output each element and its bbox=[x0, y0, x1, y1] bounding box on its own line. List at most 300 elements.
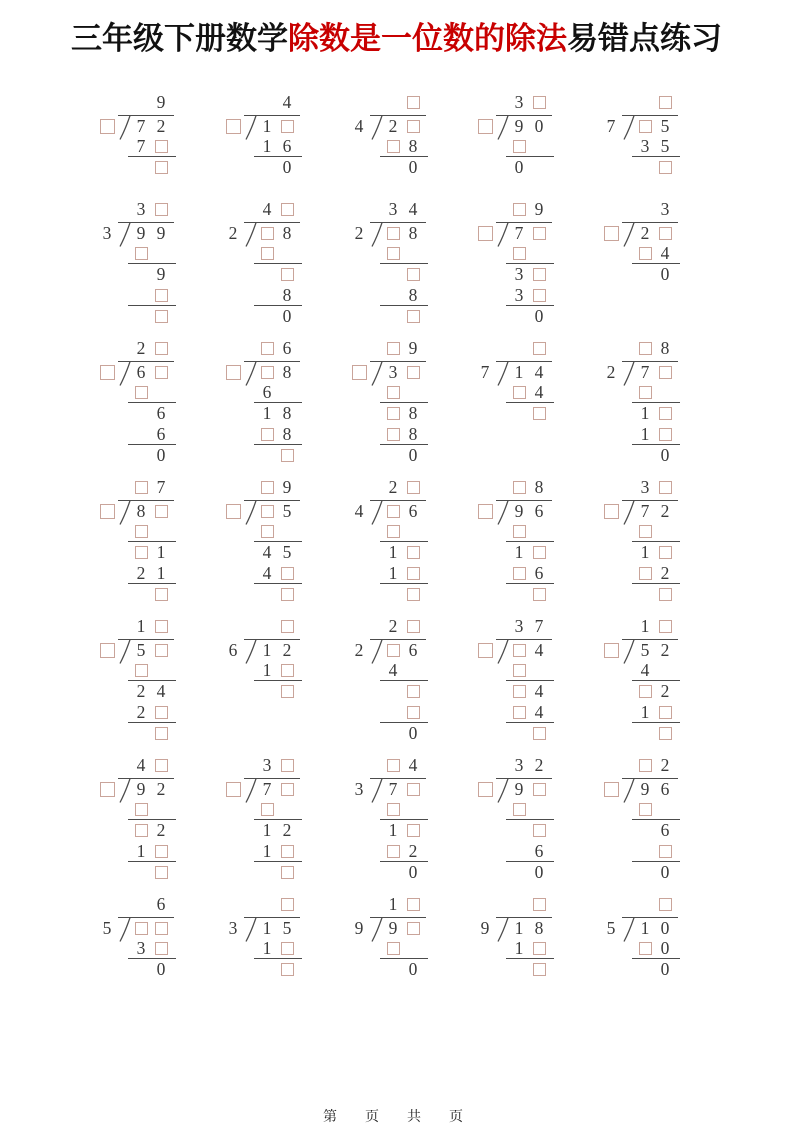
answer-box[interactable] bbox=[407, 706, 420, 719]
work-row bbox=[257, 403, 300, 424]
answer-box[interactable] bbox=[513, 664, 526, 677]
answer-box[interactable] bbox=[533, 268, 546, 281]
answer-box[interactable] bbox=[533, 942, 546, 955]
empty-cell bbox=[131, 895, 151, 917]
digit: 1 bbox=[514, 361, 524, 382]
dividend-row bbox=[622, 222, 678, 243]
problem-slot bbox=[349, 617, 475, 744]
empty-cell bbox=[257, 617, 277, 639]
answer-box[interactable] bbox=[135, 386, 148, 399]
answer-box[interactable] bbox=[281, 898, 294, 911]
answer-box[interactable] bbox=[155, 203, 168, 216]
work-row bbox=[257, 862, 300, 883]
work-row bbox=[128, 285, 176, 306]
answer-box[interactable] bbox=[659, 727, 672, 740]
empty-cell bbox=[509, 584, 529, 605]
empty-cell bbox=[151, 799, 171, 820]
answer-box[interactable] bbox=[352, 365, 367, 380]
answer-box[interactable] bbox=[407, 685, 420, 698]
box-cell bbox=[529, 820, 549, 841]
answer-box[interactable] bbox=[533, 588, 546, 601]
box-cell bbox=[151, 702, 171, 723]
answer-box[interactable] bbox=[387, 407, 400, 420]
answer-box[interactable] bbox=[478, 226, 493, 241]
digit: 2 bbox=[136, 562, 146, 583]
box-cell bbox=[403, 895, 423, 917]
work-row bbox=[128, 136, 176, 157]
answer-box[interactable] bbox=[135, 922, 148, 935]
answer-box[interactable] bbox=[135, 803, 148, 816]
answer-box[interactable] bbox=[387, 525, 400, 538]
answer-box[interactable] bbox=[155, 289, 168, 302]
answer-box[interactable] bbox=[639, 120, 652, 133]
box-cell bbox=[635, 938, 655, 959]
digit: 9 bbox=[480, 917, 490, 938]
dividend-row bbox=[118, 639, 174, 660]
digit: 6 bbox=[408, 639, 418, 660]
answer-box[interactable] bbox=[604, 782, 619, 797]
digit: 3 bbox=[640, 135, 650, 156]
digit: 5 bbox=[102, 917, 112, 938]
digit: 0 bbox=[660, 958, 670, 979]
dividend-row bbox=[244, 778, 300, 799]
answer-box[interactable] bbox=[135, 525, 148, 538]
answer-box[interactable] bbox=[387, 227, 400, 240]
work-row bbox=[506, 243, 554, 264]
answer-box[interactable] bbox=[639, 247, 652, 260]
answer-box[interactable] bbox=[639, 386, 652, 399]
answer-box[interactable] bbox=[135, 664, 148, 677]
digit: 2 bbox=[136, 701, 146, 722]
problem-slot bbox=[223, 617, 349, 702]
answer-box[interactable] bbox=[513, 567, 526, 580]
empty-cell bbox=[131, 306, 151, 327]
empty-cell bbox=[131, 424, 151, 445]
answer-box[interactable] bbox=[155, 366, 168, 379]
answer-box[interactable] bbox=[281, 783, 294, 796]
answer-box[interactable] bbox=[659, 898, 672, 911]
box-cell bbox=[601, 779, 621, 800]
answer-box[interactable] bbox=[533, 289, 546, 302]
box-cell bbox=[277, 959, 297, 980]
work-row bbox=[635, 862, 678, 883]
digit: 0 bbox=[660, 917, 670, 938]
answer-box[interactable] bbox=[135, 481, 148, 494]
empty-cell bbox=[635, 445, 655, 466]
answer-box[interactable] bbox=[281, 866, 294, 879]
answer-box[interactable] bbox=[261, 481, 274, 494]
answer-box[interactable] bbox=[659, 706, 672, 719]
box-cell bbox=[383, 243, 403, 264]
empty-cell bbox=[635, 841, 655, 862]
digit: 7 bbox=[640, 361, 650, 382]
box-cell bbox=[131, 918, 151, 939]
answer-box[interactable] bbox=[387, 247, 400, 260]
answer-box[interactable] bbox=[281, 268, 294, 281]
answer-box[interactable] bbox=[155, 620, 168, 633]
answer-box[interactable] bbox=[226, 365, 241, 380]
answer-box[interactable] bbox=[533, 342, 546, 355]
answer-box[interactable] bbox=[155, 759, 168, 772]
answer-box[interactable] bbox=[659, 407, 672, 420]
work-row bbox=[383, 723, 426, 744]
answer-box[interactable] bbox=[281, 942, 294, 955]
empty-cell bbox=[403, 799, 423, 820]
digit: 7 bbox=[606, 115, 616, 136]
answer-box[interactable] bbox=[281, 203, 294, 216]
problem-slot bbox=[601, 895, 727, 980]
answer-box[interactable] bbox=[407, 120, 420, 133]
division-problem bbox=[349, 93, 475, 178]
answer-box[interactable] bbox=[100, 119, 115, 134]
digit: 5 bbox=[660, 115, 670, 136]
digit: 1 bbox=[640, 701, 650, 722]
division-problem bbox=[475, 93, 601, 178]
division-problem bbox=[601, 200, 727, 285]
answer-box[interactable] bbox=[135, 824, 148, 837]
digit: 2 bbox=[388, 115, 398, 136]
problem-slot bbox=[349, 200, 475, 327]
answer-box[interactable] bbox=[281, 567, 294, 580]
divisor bbox=[475, 918, 495, 939]
answer-box[interactable] bbox=[155, 727, 168, 740]
work-stack bbox=[383, 895, 426, 980]
answer-box[interactable] bbox=[407, 310, 420, 323]
empty-cell bbox=[131, 264, 151, 285]
empty-cell bbox=[509, 339, 529, 361]
answer-box[interactable] bbox=[281, 120, 294, 133]
divisor bbox=[97, 223, 117, 244]
division-problem bbox=[601, 339, 727, 466]
box-cell bbox=[403, 362, 423, 383]
empty-cell bbox=[529, 243, 549, 264]
answer-box[interactable] bbox=[533, 783, 546, 796]
answer-box[interactable] bbox=[639, 525, 652, 538]
answer-box[interactable] bbox=[261, 366, 274, 379]
answer-box[interactable] bbox=[281, 685, 294, 698]
answer-box[interactable] bbox=[387, 342, 400, 355]
answer-box[interactable] bbox=[533, 963, 546, 976]
answer-box[interactable] bbox=[155, 942, 168, 955]
digit: 2 bbox=[660, 562, 670, 583]
empty-cell bbox=[509, 841, 529, 862]
answer-box[interactable] bbox=[659, 366, 672, 379]
dividend-row bbox=[496, 222, 552, 243]
box-cell bbox=[509, 702, 529, 723]
work-stack bbox=[509, 895, 552, 980]
answer-box[interactable] bbox=[407, 366, 420, 379]
answer-box[interactable] bbox=[281, 588, 294, 601]
answer-box[interactable] bbox=[155, 161, 168, 174]
answer-box[interactable] bbox=[533, 546, 546, 559]
digit: 7 bbox=[388, 778, 398, 799]
answer-box[interactable] bbox=[513, 644, 526, 657]
answer-box[interactable] bbox=[513, 203, 526, 216]
empty-cell bbox=[277, 382, 297, 403]
digit: 3 bbox=[228, 917, 238, 938]
dividend-row bbox=[370, 500, 426, 521]
digit: 3 bbox=[660, 198, 670, 219]
digit: 1 bbox=[514, 917, 524, 938]
digit: 2 bbox=[660, 500, 670, 521]
box-cell bbox=[655, 403, 675, 424]
digit: 0 bbox=[408, 958, 418, 979]
answer-box[interactable] bbox=[155, 866, 168, 879]
answer-box[interactable] bbox=[155, 706, 168, 719]
divisor bbox=[97, 501, 117, 522]
answer-box[interactable] bbox=[639, 803, 652, 816]
answer-box[interactable] bbox=[261, 505, 274, 518]
work-stack bbox=[257, 339, 300, 466]
answer-box[interactable] bbox=[639, 685, 652, 698]
division-problem bbox=[601, 756, 727, 883]
answer-box[interactable] bbox=[659, 481, 672, 494]
answer-box[interactable] bbox=[478, 643, 493, 658]
answer-box[interactable] bbox=[387, 505, 400, 518]
answer-box[interactable] bbox=[155, 342, 168, 355]
box-cell bbox=[403, 584, 423, 605]
empty-cell bbox=[509, 895, 529, 917]
answer-box[interactable] bbox=[478, 504, 493, 519]
digit: 3 bbox=[514, 754, 524, 775]
digit: 4 bbox=[640, 659, 650, 680]
divisor bbox=[349, 640, 369, 661]
digit: 0 bbox=[534, 305, 544, 326]
box-cell bbox=[403, 93, 423, 115]
empty-cell bbox=[655, 799, 675, 820]
work-row bbox=[380, 702, 428, 723]
answer-box[interactable] bbox=[604, 504, 619, 519]
work-row bbox=[131, 264, 174, 285]
answer-box[interactable] bbox=[155, 845, 168, 858]
box-cell bbox=[277, 563, 297, 584]
problem-slot bbox=[601, 200, 727, 285]
answer-box[interactable] bbox=[281, 845, 294, 858]
answer-box[interactable] bbox=[261, 342, 274, 355]
answer-box[interactable] bbox=[513, 481, 526, 494]
answer-box[interactable] bbox=[387, 759, 400, 772]
answer-box[interactable] bbox=[281, 759, 294, 772]
empty-cell bbox=[529, 660, 549, 681]
digit: 2 bbox=[156, 778, 166, 799]
digit: 6 bbox=[156, 423, 166, 444]
box-cell bbox=[635, 563, 655, 584]
answer-box[interactable] bbox=[155, 588, 168, 601]
answer-box[interactable] bbox=[155, 644, 168, 657]
quotient-row bbox=[383, 895, 426, 917]
divisor bbox=[349, 501, 369, 522]
divisor bbox=[475, 640, 495, 661]
quotient-row bbox=[257, 478, 300, 500]
box-cell bbox=[601, 501, 621, 522]
divisor bbox=[223, 779, 243, 800]
empty-cell bbox=[635, 862, 655, 883]
answer-box[interactable] bbox=[387, 845, 400, 858]
work-stack bbox=[509, 200, 552, 327]
answer-box[interactable] bbox=[261, 428, 274, 441]
work-row bbox=[632, 841, 680, 862]
box-cell bbox=[277, 116, 297, 137]
answer-box[interactable] bbox=[513, 685, 526, 698]
answer-box[interactable] bbox=[135, 247, 148, 260]
answer-box[interactable] bbox=[407, 898, 420, 911]
answer-box[interactable] bbox=[226, 782, 241, 797]
answer-box[interactable] bbox=[387, 386, 400, 399]
answer-box[interactable] bbox=[407, 620, 420, 633]
dividend-row bbox=[496, 500, 552, 521]
dividend-row bbox=[118, 778, 174, 799]
answer-box[interactable] bbox=[407, 588, 420, 601]
answer-box[interactable] bbox=[659, 845, 672, 858]
empty-cell bbox=[509, 862, 529, 883]
work-row bbox=[383, 959, 426, 980]
digit: 1 bbox=[388, 819, 398, 840]
answer-box[interactable] bbox=[478, 782, 493, 797]
answer-box[interactable] bbox=[100, 782, 115, 797]
box-cell bbox=[277, 617, 297, 639]
work-row bbox=[254, 243, 302, 264]
box-cell bbox=[277, 264, 297, 285]
dividend-row bbox=[370, 778, 426, 799]
answer-box[interactable] bbox=[407, 922, 420, 935]
answer-box[interactable] bbox=[407, 96, 420, 109]
empty-cell bbox=[277, 243, 297, 264]
answer-box[interactable] bbox=[659, 227, 672, 240]
answer-box[interactable] bbox=[407, 824, 420, 837]
digit: 8 bbox=[408, 284, 418, 305]
answer-box[interactable] bbox=[659, 96, 672, 109]
answer-box[interactable] bbox=[407, 546, 420, 559]
work-stack bbox=[131, 895, 174, 980]
box-cell bbox=[403, 918, 423, 939]
answer-box[interactable] bbox=[387, 428, 400, 441]
answer-box[interactable] bbox=[261, 227, 274, 240]
answer-box[interactable] bbox=[513, 803, 526, 816]
answer-box[interactable] bbox=[533, 898, 546, 911]
work-stack bbox=[257, 617, 300, 702]
answer-box[interactable] bbox=[226, 119, 241, 134]
digit: 5 bbox=[640, 639, 650, 660]
work-stack bbox=[509, 617, 552, 744]
answer-box[interactable] bbox=[659, 620, 672, 633]
answer-box[interactable] bbox=[604, 226, 619, 241]
answer-box[interactable] bbox=[155, 922, 168, 935]
digit: 4 bbox=[262, 198, 272, 219]
answer-box[interactable] bbox=[659, 161, 672, 174]
answer-box[interactable] bbox=[387, 644, 400, 657]
answer-box[interactable] bbox=[639, 942, 652, 955]
answer-box[interactable] bbox=[281, 963, 294, 976]
empty-cell bbox=[529, 521, 549, 542]
answer-box[interactable] bbox=[100, 365, 115, 380]
answer-box[interactable] bbox=[281, 449, 294, 462]
empty-cell bbox=[257, 584, 277, 605]
answer-box[interactable] bbox=[261, 247, 274, 260]
answer-box[interactable] bbox=[387, 942, 400, 955]
answer-box[interactable] bbox=[407, 481, 420, 494]
box-cell bbox=[529, 93, 549, 115]
box-cell bbox=[223, 501, 243, 522]
answer-box[interactable] bbox=[513, 247, 526, 260]
digit: 3 bbox=[388, 198, 398, 219]
work-row bbox=[506, 938, 554, 959]
work-row bbox=[254, 424, 302, 445]
answer-box[interactable] bbox=[387, 803, 400, 816]
digit: 3 bbox=[640, 476, 650, 497]
box-cell bbox=[131, 243, 151, 264]
answer-box[interactable] bbox=[261, 803, 274, 816]
empty-cell bbox=[383, 157, 403, 178]
answer-box[interactable] bbox=[639, 342, 652, 355]
answer-box[interactable] bbox=[513, 386, 526, 399]
answer-box[interactable] bbox=[155, 140, 168, 153]
answer-box[interactable] bbox=[155, 310, 168, 323]
answer-box[interactable] bbox=[659, 588, 672, 601]
division-problem bbox=[349, 756, 475, 883]
empty-cell bbox=[635, 93, 655, 115]
answer-box[interactable] bbox=[604, 643, 619, 658]
digit: 8 bbox=[282, 222, 292, 243]
answer-box[interactable] bbox=[478, 119, 493, 134]
answer-box[interactable] bbox=[261, 525, 274, 538]
answer-box[interactable] bbox=[533, 727, 546, 740]
work-row bbox=[257, 542, 300, 563]
answer-box[interactable] bbox=[100, 643, 115, 658]
answer-box[interactable] bbox=[639, 567, 652, 580]
answer-box[interactable] bbox=[533, 96, 546, 109]
answer-box[interactable] bbox=[639, 759, 652, 772]
answer-box[interactable] bbox=[513, 140, 526, 153]
work-row bbox=[635, 584, 678, 605]
answer-box[interactable] bbox=[533, 407, 546, 420]
work-stack bbox=[635, 93, 678, 178]
answer-box[interactable] bbox=[533, 824, 546, 837]
box-cell bbox=[383, 799, 403, 820]
answer-box[interactable] bbox=[281, 664, 294, 677]
work-row bbox=[635, 264, 678, 285]
answer-box[interactable] bbox=[226, 504, 241, 519]
empty-cell bbox=[257, 93, 277, 115]
work-row bbox=[131, 959, 174, 980]
answer-box[interactable] bbox=[387, 140, 400, 153]
answer-box[interactable] bbox=[659, 428, 672, 441]
box-cell bbox=[655, 617, 675, 639]
work-row bbox=[632, 660, 680, 681]
digit: 3 bbox=[514, 284, 524, 305]
answer-box[interactable] bbox=[100, 504, 115, 519]
answer-box[interactable] bbox=[135, 546, 148, 559]
empty-cell bbox=[635, 895, 655, 917]
answer-box[interactable] bbox=[155, 505, 168, 518]
division-problem bbox=[349, 200, 475, 327]
dividend-row bbox=[370, 115, 426, 136]
problem-slot bbox=[349, 756, 475, 883]
empty-cell bbox=[509, 306, 529, 327]
answer-box[interactable] bbox=[407, 567, 420, 580]
digit: 4 bbox=[262, 562, 272, 583]
answer-box[interactable] bbox=[513, 706, 526, 719]
answer-box[interactable] bbox=[659, 546, 672, 559]
work-stack bbox=[635, 895, 678, 980]
answer-box[interactable] bbox=[407, 783, 420, 796]
answer-box[interactable] bbox=[407, 268, 420, 281]
division-problem bbox=[223, 617, 349, 702]
answer-box[interactable] bbox=[533, 227, 546, 240]
page-title bbox=[0, 18, 793, 60]
division-problem bbox=[349, 617, 475, 744]
answer-box[interactable] bbox=[281, 620, 294, 633]
answer-box[interactable] bbox=[513, 525, 526, 538]
